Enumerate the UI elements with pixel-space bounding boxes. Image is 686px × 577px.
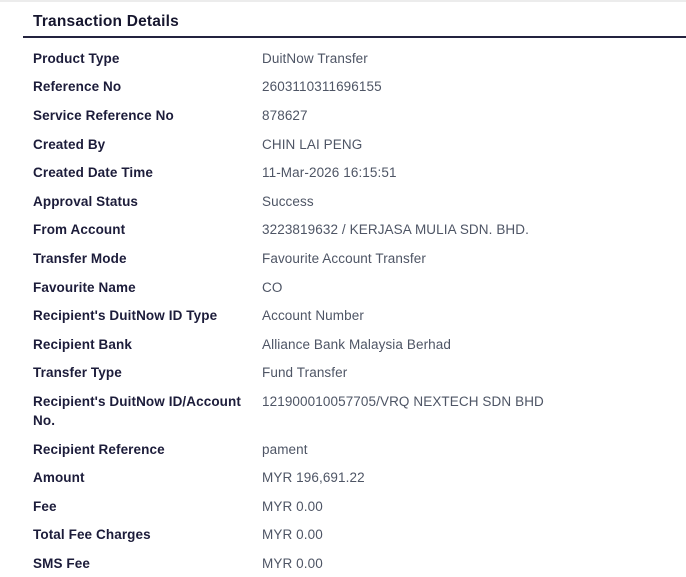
detail-row <box>33 301 676 330</box>
detail-row <box>33 216 676 245</box>
detail-value: 2603110311696155 <box>262 79 382 95</box>
detail-row <box>33 387 676 435</box>
detail-row <box>33 463 676 492</box>
detail-row <box>33 101 676 130</box>
detail-label: Total Fee Charges <box>33 527 151 543</box>
detail-value: CO <box>262 279 283 295</box>
detail-value: MYR 0.00 <box>262 555 323 571</box>
detail-label: From Account <box>33 222 126 238</box>
page-title: Transaction Details <box>33 13 179 30</box>
detail-value: 3223819632 / KERJASA MULIA SDN. BHD. <box>262 222 529 238</box>
detail-value: Success <box>262 193 314 209</box>
detail-row <box>33 273 676 302</box>
detail-label: Product Type <box>33 50 120 66</box>
detail-label: Recipient Bank <box>33 336 132 352</box>
detail-label: Transfer Type <box>33 365 122 381</box>
detail-label: Transfer Mode <box>33 250 127 266</box>
detail-label: Created Date Time <box>33 165 153 181</box>
detail-row <box>33 73 676 102</box>
detail-row <box>33 435 676 464</box>
detail-value: Fund Transfer <box>262 365 348 381</box>
detail-label: Approval Status <box>33 193 139 209</box>
detail-value: pament <box>262 441 308 457</box>
detail-row <box>33 330 676 359</box>
detail-label: Created By <box>33 136 106 152</box>
detail-label: Recipient Reference <box>33 441 165 457</box>
detail-value: 11-Mar-2026 16:15:51 <box>262 165 397 181</box>
detail-row <box>33 158 676 187</box>
detail-label: SMS Fee <box>33 555 90 571</box>
detail-value: 121900010057705/VRQ NEXTECH SDN BHD <box>262 393 544 409</box>
detail-label: Reference No <box>33 79 122 95</box>
detail-label: Service Reference No <box>33 107 174 123</box>
detail-value: MYR 0.00 <box>262 498 323 514</box>
detail-value: MYR 0.00 <box>262 527 323 543</box>
detail-label: Fee <box>33 498 57 514</box>
detail-row <box>33 187 676 216</box>
detail-row <box>33 492 676 521</box>
detail-value: MYR 196,691.22 <box>262 470 365 486</box>
detail-value: Alliance Bank Malaysia Berhad <box>262 336 451 352</box>
detail-row <box>33 130 676 159</box>
detail-label: Recipient's DuitNow ID/Account No. <box>33 393 241 428</box>
detail-row <box>33 521 676 550</box>
detail-value: Account Number <box>262 308 364 324</box>
detail-row <box>33 244 676 273</box>
detail-row <box>33 44 676 73</box>
detail-label: Recipient's DuitNow ID Type <box>33 308 218 324</box>
detail-value: CHIN LAI PENG <box>262 136 363 152</box>
detail-value: DuitNow Transfer <box>262 50 368 66</box>
details-list <box>0 38 686 577</box>
detail-label: Amount <box>33 470 85 486</box>
detail-row <box>33 359 676 388</box>
detail-value: 878627 <box>262 107 308 123</box>
detail-label: Favourite Name <box>33 279 136 295</box>
page-header <box>0 2 686 32</box>
detail-value: Favourite Account Transfer <box>262 250 426 266</box>
detail-row <box>33 549 676 577</box>
